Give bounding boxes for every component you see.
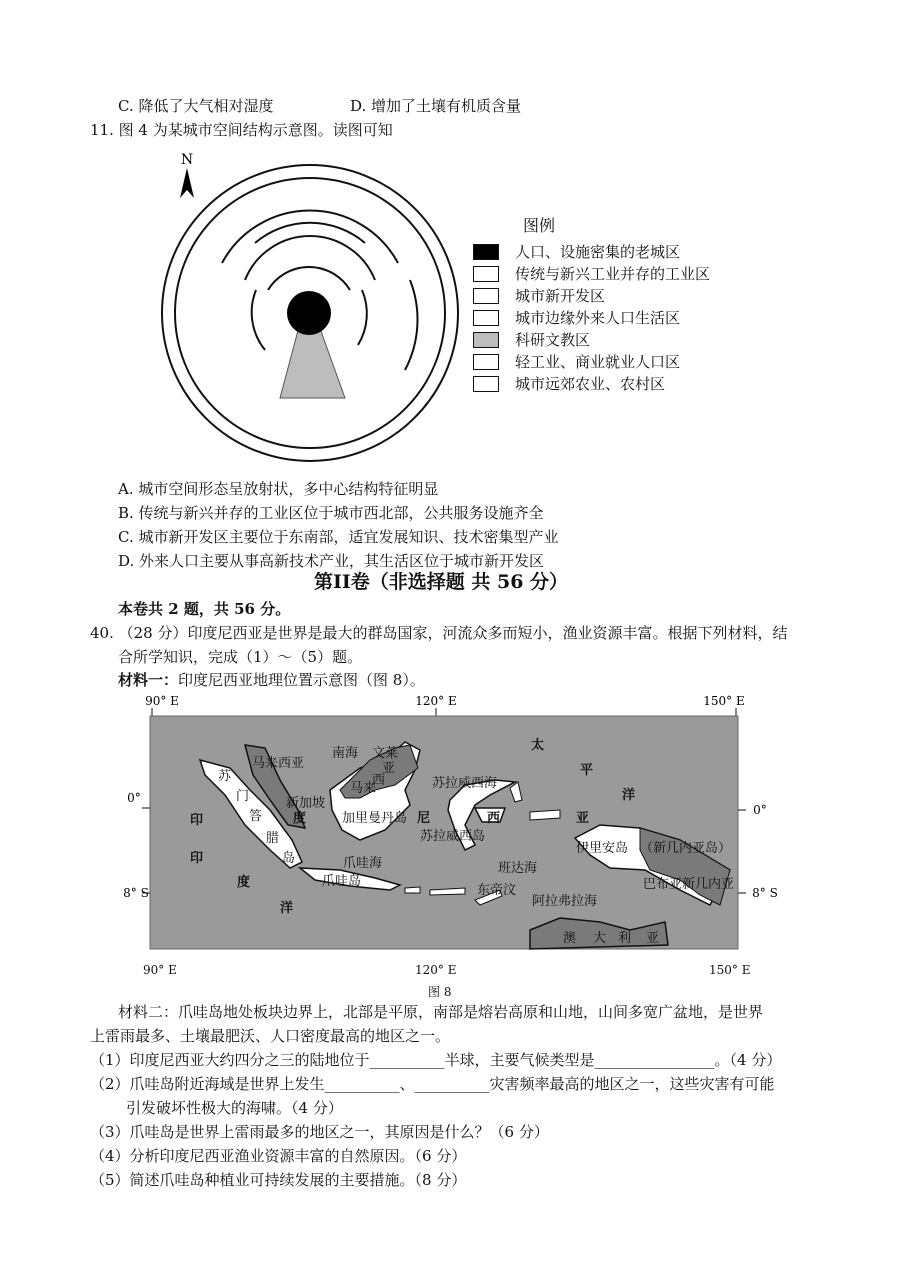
- map-label-malay-3: 西: [372, 773, 386, 788]
- section-note: 本卷共 2 题，共 56 分。: [118, 600, 291, 618]
- legend-swatch: [473, 244, 499, 260]
- map-label-indonesia-2: 尼: [417, 811, 431, 826]
- q11-option-a: A. 城市空间形态呈放射状，多中心结构特征明显: [118, 480, 439, 498]
- map-label-sumatra-4: 腊: [266, 831, 280, 846]
- figure-caption: 图 8: [428, 985, 452, 999]
- map-label-indonesia-4: 亚: [576, 811, 590, 826]
- map-label-java: 爪哇岛: [322, 874, 362, 889]
- map-label-png: 巴布亚新几内亚: [643, 877, 735, 892]
- legend-title: 图例: [523, 216, 556, 235]
- north-arrow-icon: [180, 168, 194, 198]
- q11-stem: 11. 图 4 为某城市空间结构示意图。读图可知: [90, 121, 393, 139]
- map-label-brunei-1: 文莱: [372, 746, 399, 761]
- map-label-indonesia-1: 度: [293, 811, 307, 826]
- material1-text: 印度尼西亚地理位置示意图（图 8）。: [178, 671, 425, 689]
- map-label-banda-sea: 班达海: [498, 861, 538, 876]
- q40-sub2-line1: （2）爪哇岛附近海域是世界上发生__________、__________灾害频率最高的地区之一，这些灾害有可能: [90, 1075, 775, 1093]
- map-label-singapore: 新加坡: [286, 796, 326, 811]
- section-title: 第II卷（非选择题 共 56 分）: [314, 571, 569, 593]
- city-structure-diagram: [150, 150, 470, 480]
- lat-right-0: 0°: [753, 803, 767, 817]
- map-label-irian: 伊里安岛: [576, 841, 629, 856]
- bali-island: [405, 887, 420, 893]
- material1: [118, 671, 425, 689]
- map-label-australia-2: 大: [593, 931, 607, 946]
- q40-sub5: （5）简述爪哇岛种植业可持续发展的主要措施。（8 分）: [90, 1171, 467, 1189]
- map-label-indian-3: 度: [237, 875, 251, 890]
- lon-top-90: 90° E: [145, 694, 179, 708]
- map-label-australia-4: 亚: [646, 931, 660, 946]
- legend-swatch: [473, 332, 499, 348]
- map-label-sumatra-3: 答: [249, 809, 263, 824]
- map-label-malay-2: 马来: [350, 781, 377, 796]
- legend-label: 城市边缘外来人口生活区: [515, 309, 681, 327]
- material1-label: 材料一：: [118, 671, 179, 689]
- map-label-pacific-3: 洋: [622, 788, 636, 803]
- q11-option-c: C. 城市新开发区主要位于东南部，适宜发展知识、技术密集型产业: [118, 528, 559, 546]
- legend-swatch: [473, 310, 499, 326]
- map-label-indonesia-3: 西: [487, 811, 501, 826]
- legend-swatch: [473, 288, 499, 304]
- map-label-kalimantan: 加里曼丹岛: [342, 811, 408, 826]
- q40-sub4: （4）分析印度尼西亚渔业资源丰富的自然原因。（6 分）: [90, 1147, 467, 1165]
- q11-option-d: D. 外来人口主要从事高新技术产业，其生活区位于城市新开发区: [118, 552, 545, 570]
- legend-label: 城市新开发区: [515, 287, 606, 305]
- map-label-sumatra-1: 苏: [218, 769, 232, 784]
- q40-stem-line1: 40. （28 分）印度尼西亚是世界是最大的群岛国家，河流众多而短小，渔业资源丰富。根据下列材料，结: [90, 624, 788, 642]
- map-label-malaysia: 马来西亚: [252, 756, 305, 771]
- map-label-sulawesi: 苏拉威西岛: [420, 829, 486, 844]
- map-label-indian-4: 洋: [280, 901, 294, 916]
- old-city-core: [287, 291, 331, 335]
- lon-bottom-120: 120° E: [415, 963, 457, 977]
- legend-label: 科研文教区: [515, 331, 591, 349]
- north-label: N: [180, 152, 194, 168]
- legend-swatch: [473, 376, 499, 392]
- lon-top-150: 150° E: [703, 694, 745, 708]
- material2-line2: 上雷雨最多、土壤最肥沃、人口密度最高的地区之一。: [90, 1027, 451, 1045]
- legend-label: 人口、设施密集的老城区: [515, 243, 681, 261]
- legend-swatch: [473, 266, 499, 282]
- map-label-arafura-sea: 阿拉弗拉海: [532, 894, 598, 909]
- q40-sub3: （3）爪哇岛是世界上雷雨最多的地区之一，其原因是什么？（6 分）: [90, 1123, 549, 1141]
- map-label-pacific-1: 太: [531, 738, 545, 753]
- map-label-indian-1: 印: [190, 813, 204, 828]
- lon-top-120: 120° E: [415, 694, 457, 708]
- q11-option-b: B. 传统与新兴并存的工业区位于城市西北部，公共服务设施齐全: [118, 504, 544, 522]
- map-label-east-timor: 东帝汶: [477, 883, 517, 898]
- map-label-new-guinea: （新几内亚岛）: [640, 841, 732, 856]
- q10-option-d: D. 增加了土壤有机质含量: [350, 97, 522, 115]
- map-label-australia-1: 澳: [563, 931, 577, 946]
- map-label-java-sea: 爪哇海: [343, 856, 383, 871]
- q40-sub2-line2: 引发破坏性极大的海啸。（4 分）: [126, 1099, 343, 1117]
- legend-label: 传统与新兴工业并存的工业区: [515, 265, 711, 283]
- q40-stem-line2: 合所学知识，完成（1）～（5）题。: [118, 648, 363, 666]
- map-label-indian-2: 印: [190, 851, 204, 866]
- seram-island: [530, 810, 560, 820]
- map-label-sumatra-5: 岛: [282, 851, 296, 866]
- lon-bottom-90: 90° E: [143, 963, 177, 977]
- lat-right-8s: 8° S: [752, 886, 778, 900]
- q40-sub1: （1）印度尼西亚大约四分之三的陆地位于__________半球，主要气候类型是________________。（4 分）: [90, 1051, 782, 1069]
- map-label-brunei-2: 亚: [382, 761, 396, 776]
- lat-left-0: 0°: [127, 791, 141, 805]
- map-label-australia-3: 利: [618, 931, 632, 946]
- q10-option-c: C. 降低了大气相对湿度: [118, 97, 274, 115]
- lat-left-8s: 8° S: [123, 886, 149, 900]
- map-label-sulawesi-sea: 苏拉威西海: [432, 776, 498, 791]
- legend-swatch: [473, 354, 499, 370]
- material2-line1: 材料二：爪哇岛地处板块边界上，北部是平原，南部是熔岩高原和山地，山间多宽广盆地，是世界: [118, 1003, 764, 1021]
- lon-bottom-150: 150° E: [709, 963, 751, 977]
- map-label-south-sea: 南海: [332, 746, 359, 761]
- legend-label: 城市远郊农业、农村区: [515, 375, 666, 393]
- map-label-sumatra-2: 门: [236, 789, 250, 804]
- map-label-pacific-2: 平: [580, 763, 594, 778]
- legend-label: 轻工业、商业就业人口区: [515, 353, 681, 371]
